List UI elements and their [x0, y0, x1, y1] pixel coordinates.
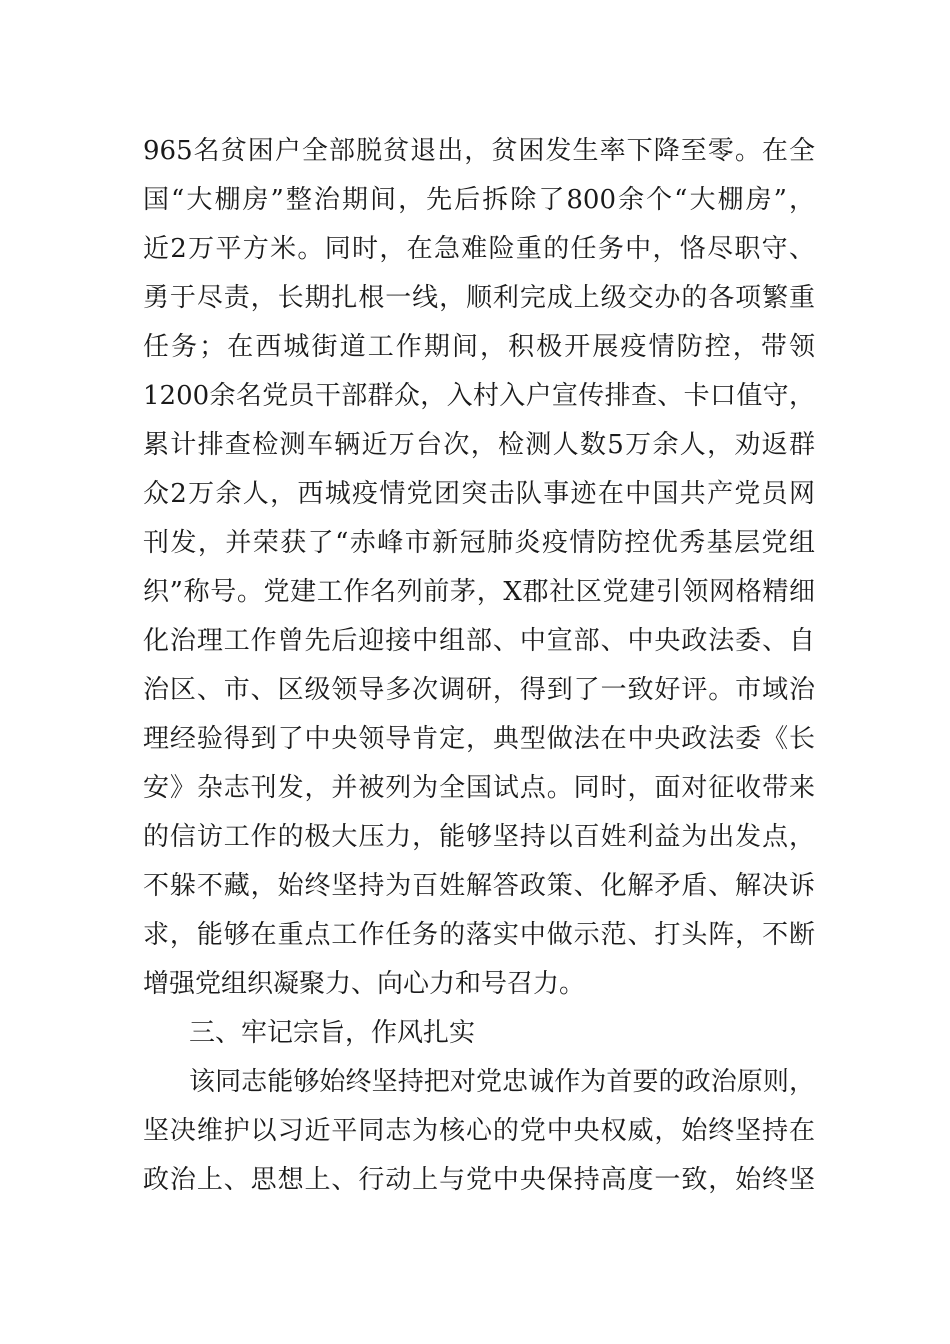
section-heading: 三、牢记宗旨，作风扎实 — [189, 1018, 476, 1048]
paragraph-line: 理经验得到了中央领导肯定，典型做法在中央政法委《长 — [143, 724, 815, 754]
paragraph-line: 勇于尽责，长期扎根一线，顺利完成上级交办的各项繁重 — [143, 283, 815, 313]
paragraph-line: 965名贫困户全部脱贫退出，贫困发生率下降至零。在全 — [143, 136, 815, 166]
paragraph-line: 求，能够在重点工作任务的落实中做示范、打头阵，不断 — [143, 920, 815, 950]
paragraph-line: 国“大棚房”整治期间，先后拆除了800余个“大棚房”， — [143, 185, 815, 215]
paragraph-line: 安》杂志刊发，并被列为全国试点。同时，面对征收带来 — [143, 773, 815, 803]
section-paragraph-line: 政治上、思想上、行动上与党中央保持高度一致，始终坚 — [143, 1165, 815, 1195]
paragraph-line: 织”称号。党建工作名列前茅，X郡社区党建引领网格精细 — [143, 577, 815, 607]
section-paragraph-line: 该同志能够始终坚持把对党忠诚作为首要的政治原则， — [189, 1067, 815, 1097]
paragraph-line: 众2万余人，西城疫情党团突击队事迹在中国共产党员网 — [143, 479, 815, 509]
paragraph-line: 累计排查检测车辆近万台次，检测人数5万余人，劝返群 — [143, 430, 815, 460]
paragraph-line: 治区、市、区级领导多次调研，得到了一致好评。市域治 — [143, 675, 815, 705]
paragraph-line-last: 增强党组织凝聚力、向心力和号召力。 — [143, 969, 586, 999]
paragraph-line: 化治理工作曾先后迎接中组部、中宣部、中央政法委、自 — [143, 626, 815, 656]
paragraph-line: 刊发，并荣获了“赤峰市新冠肺炎疫情防控优秀基层党组 — [143, 528, 815, 558]
paragraph-line: 近2万平方米。同时，在急难险重的任务中，恪尽职守、 — [143, 234, 815, 264]
section-paragraph-line: 坚决维护以习近平同志为核心的党中央权威，始终坚持在 — [143, 1116, 815, 1146]
document-body — [143, 127, 815, 1205]
paragraph-line: 任务；在西城街道工作期间，积极开展疫情防控，带领 — [143, 332, 815, 362]
paragraph-line: 的信访工作的极大压力，能够坚持以百姓利益为出发点， — [143, 822, 815, 852]
paragraph-line: 不躲不藏，始终坚持为百姓解答政策、化解矛盾、解决诉 — [143, 871, 815, 901]
paragraph-line: 1200余名党员干部群众，入村入户宣传排查、卡口值守， — [143, 381, 815, 411]
